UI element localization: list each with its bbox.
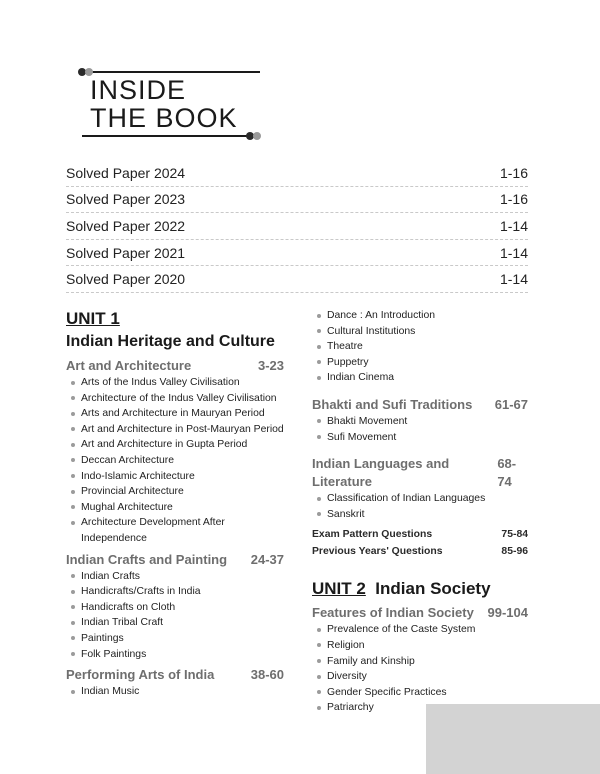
exam-pattern-heading: Exam Pattern Questions 75-84 <box>312 529 528 541</box>
unit-1-label: UNIT 1 <box>66 309 120 328</box>
list-item: Arts and Architecture in Mauryan Period <box>66 406 284 422</box>
list-item: Folk Paintings <box>66 647 284 663</box>
list-item: Theatre <box>312 339 528 355</box>
list-item: Indian Crafts <box>66 569 284 585</box>
solved-paper-row: Solved Paper 2022 1-14 <box>66 213 528 240</box>
list-item: Indo-Islamic Architecture <box>66 469 284 485</box>
corner-gray-block <box>426 704 600 774</box>
topic-list <box>312 414 528 445</box>
list-item: Puppetry <box>312 355 528 371</box>
solved-papers-list <box>66 160 528 293</box>
section-heading: Art and Architecture 3-23 <box>66 358 284 373</box>
list-item: Architecture of the Indus Valley Civilisation <box>66 391 284 407</box>
list-item: Handicrafts/Crafts in India <box>66 584 284 600</box>
solved-paper-row: Solved Paper 2020 1-14 <box>66 266 528 293</box>
topic-list <box>312 622 528 716</box>
unit-2-label: UNIT 2 <box>312 579 366 599</box>
unit-1-title: Indian Heritage and Culture <box>66 333 275 350</box>
section-heading: Indian Languages and Literature 68-74 <box>312 456 517 490</box>
topic-list <box>66 684 284 700</box>
section-heading: Bhakti and Sufi Traditions 61-67 <box>312 396 528 412</box>
unit-2-heading <box>312 578 528 600</box>
header-dot-light <box>253 132 261 140</box>
section-heading: Performing Arts of India 38-60 <box>66 667 284 683</box>
list-item: Religion <box>312 638 528 654</box>
list-item: Handicrafts on Cloth <box>66 600 284 616</box>
list-item: Sufi Movement <box>312 430 528 446</box>
list-item: Architecture Development After Independence <box>66 515 284 546</box>
list-item: Diversity <box>312 669 528 685</box>
list-item: Paintings <box>66 631 284 647</box>
topic-list <box>66 375 284 547</box>
title-line-1: INSIDE <box>90 75 187 105</box>
solved-paper-row: Solved Paper 2024 1-16 <box>66 160 528 187</box>
unit-1-column <box>66 308 284 704</box>
right-column <box>312 308 528 720</box>
section-heading: Indian Crafts and Painting 24-37 <box>66 551 284 567</box>
list-item: Deccan Architecture <box>66 453 284 469</box>
list-item: Provincial Architecture <box>66 484 284 500</box>
list-item: Gender Specific Practices <box>312 685 528 701</box>
topic-list <box>312 308 528 386</box>
solved-paper-row: Solved Paper 2023 1-16 <box>66 187 528 214</box>
list-item: Prevalence of the Caste System <box>312 622 528 638</box>
solved-paper-row: Solved Paper 2021 1-14 <box>66 240 528 267</box>
list-item: Family and Kinship <box>312 654 528 670</box>
topic-list <box>66 569 284 663</box>
list-item: Classification of Indian Languages <box>312 491 528 507</box>
title-line-2: THE BOOK <box>90 103 238 133</box>
header-bottom-rule <box>82 135 260 137</box>
list-item: Arts of the Indus Valley Civilisation <box>66 375 284 391</box>
list-item: Mughal Architecture <box>66 500 284 516</box>
previous-years-heading: Previous Years' Questions 85-96 <box>312 546 528 558</box>
list-item: Indian Tribal Craft <box>66 615 284 631</box>
list-item: Indian Cinema <box>312 370 528 386</box>
section-heading: Features of Indian Society 99-104 <box>312 605 528 621</box>
unit-2-title: Indian Society <box>375 579 491 599</box>
list-item: Sanskrit <box>312 507 528 523</box>
list-item: Patriarchy <box>312 700 528 716</box>
list-item: Bhakti Movement <box>312 414 528 430</box>
list-item: Cultural Institutions <box>312 324 528 340</box>
header-top-rule <box>82 71 260 73</box>
list-item: Art and Architecture in Gupta Period <box>66 437 284 453</box>
page-title <box>90 76 238 132</box>
list-item: Art and Architecture in Post-Mauryan Period <box>66 422 284 438</box>
topic-list <box>312 491 528 522</box>
list-item: Dance : An Introduction <box>312 308 528 324</box>
list-item: Indian Music <box>66 684 284 700</box>
inside-the-book-header <box>78 64 268 142</box>
